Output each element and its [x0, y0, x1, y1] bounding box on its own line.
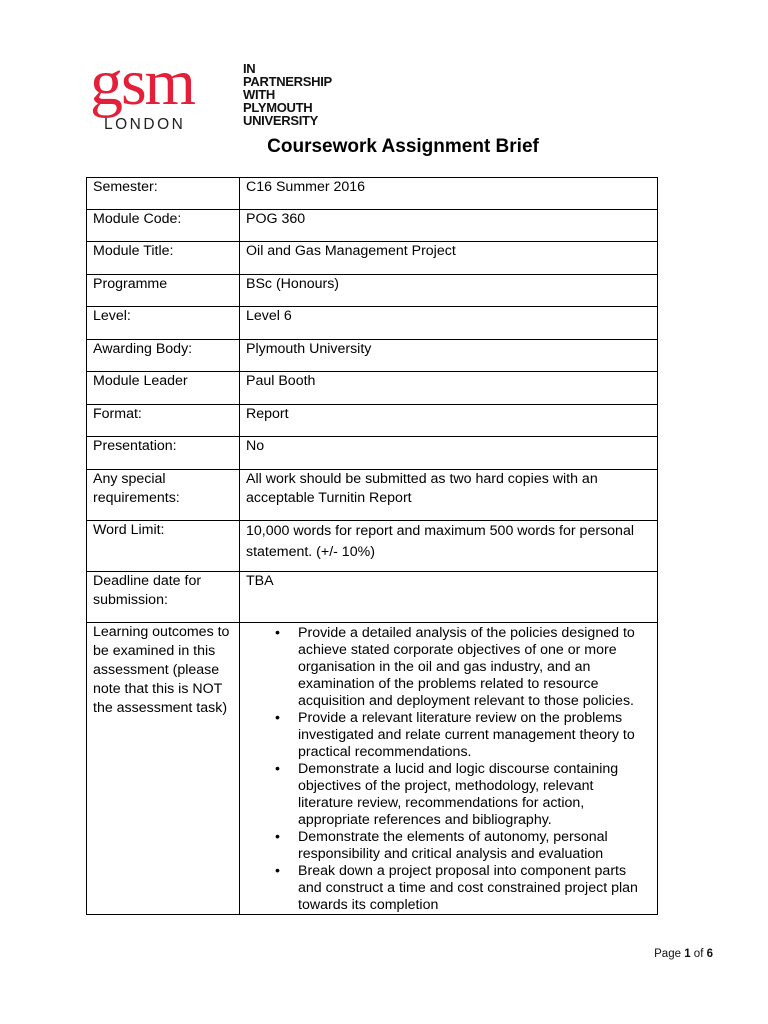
row-value: BSc (Honours) — [240, 275, 658, 307]
table-row — [87, 307, 658, 340]
assignment-brief-table — [86, 177, 658, 915]
logo-partnership-line: PLYMOUTH — [243, 100, 313, 115]
row-label: Programme — [87, 275, 240, 307]
table-row — [87, 340, 658, 372]
list-item: • Demonstrate a lucid and logic discourse containing objectives of the project, methodology, relevant literature review, recommendations for action, appropriate references and bibliography. — [298, 761, 651, 829]
row-label: Module Code: — [87, 210, 240, 242]
list-item: • Break down a project proposal into component parts and construct a time and cost constrained project plan towards its completion — [298, 863, 651, 914]
learning-outcomes-list — [246, 625, 651, 914]
page-current: 1 — [684, 948, 691, 960]
logo-gsm-wordmark: gsm — [90, 46, 195, 119]
gsm-london-logo — [90, 46, 360, 145]
table-row — [87, 405, 658, 437]
row-label: Module Leader — [87, 372, 240, 405]
page-total: 6 — [706, 948, 713, 960]
row-label: Semester: — [87, 178, 240, 210]
document-title: Coursework Assignment Brief — [267, 136, 539, 157]
table-row — [87, 572, 658, 623]
page-word: Page — [654, 948, 681, 960]
table-row — [87, 210, 658, 242]
row-label: Format: — [87, 405, 240, 437]
row-value: Plymouth University — [240, 340, 658, 372]
page-number — [654, 948, 713, 960]
row-value: C16 Summer 2016 — [240, 178, 658, 210]
list-item: • Demonstrate the elements of autonomy, personal responsibility and critical analysis and evaluation — [298, 829, 651, 863]
row-label: Word Limit: — [87, 521, 240, 572]
learning-outcomes-label: Learning outcomes to be examined in this assessment (please note that this is NOT the assessment task) — [87, 623, 240, 915]
logo-partnership-line: WITH — [243, 87, 276, 102]
row-value: No — [240, 437, 658, 470]
list-item: • Provide a detailed analysis of the policies designed to achieve stated corporate objectives of one or more organisation in the oil and gas industry, and an examination of the problems related to resource acquisition and deployment relevant to those policies. — [298, 625, 651, 710]
row-value: All work should be submitted as two hard copies with an acceptable Turnitin Report — [240, 470, 658, 521]
row-value: Report — [240, 405, 658, 437]
row-value: Paul Booth — [240, 372, 658, 405]
list-item: • Provide a relevant literature review on the problems investigated and relate current management theory to practical recommendations. — [298, 710, 651, 761]
page-of: of — [693, 948, 704, 960]
logo-london-text: LONDON — [104, 116, 186, 133]
row-label: Module Title: — [87, 242, 240, 275]
learning-outcomes-cell — [240, 623, 658, 915]
table-row — [87, 372, 658, 405]
row-label: Awarding Body: — [87, 340, 240, 372]
row-value: POG 360 — [240, 210, 658, 242]
row-value: Level 6 — [240, 307, 658, 340]
row-label: Presentation: — [87, 437, 240, 470]
table-row — [87, 470, 658, 521]
row-value: 10,000 words for report and maximum 500 words for personal statement. (+/- 10%) — [240, 521, 658, 572]
row-value: Oil and Gas Management Project — [240, 242, 658, 275]
table-row — [87, 178, 658, 210]
table-row — [87, 275, 658, 307]
logo-partnership-text — [243, 62, 332, 127]
table-row-learning-outcomes — [87, 623, 658, 915]
logo-partnership-line: UNIVERSITY — [243, 113, 319, 128]
table-row — [87, 242, 658, 275]
logo-partnership-line: PARTNERSHIP — [243, 74, 332, 89]
row-label: Any special requirements: — [87, 470, 240, 521]
table-row — [87, 437, 658, 470]
row-label: Deadline date for submission: — [87, 572, 240, 623]
row-value: TBA — [240, 572, 658, 623]
table-row — [87, 521, 658, 572]
row-label: Level: — [87, 307, 240, 340]
logo-partnership-line: IN — [243, 61, 256, 76]
